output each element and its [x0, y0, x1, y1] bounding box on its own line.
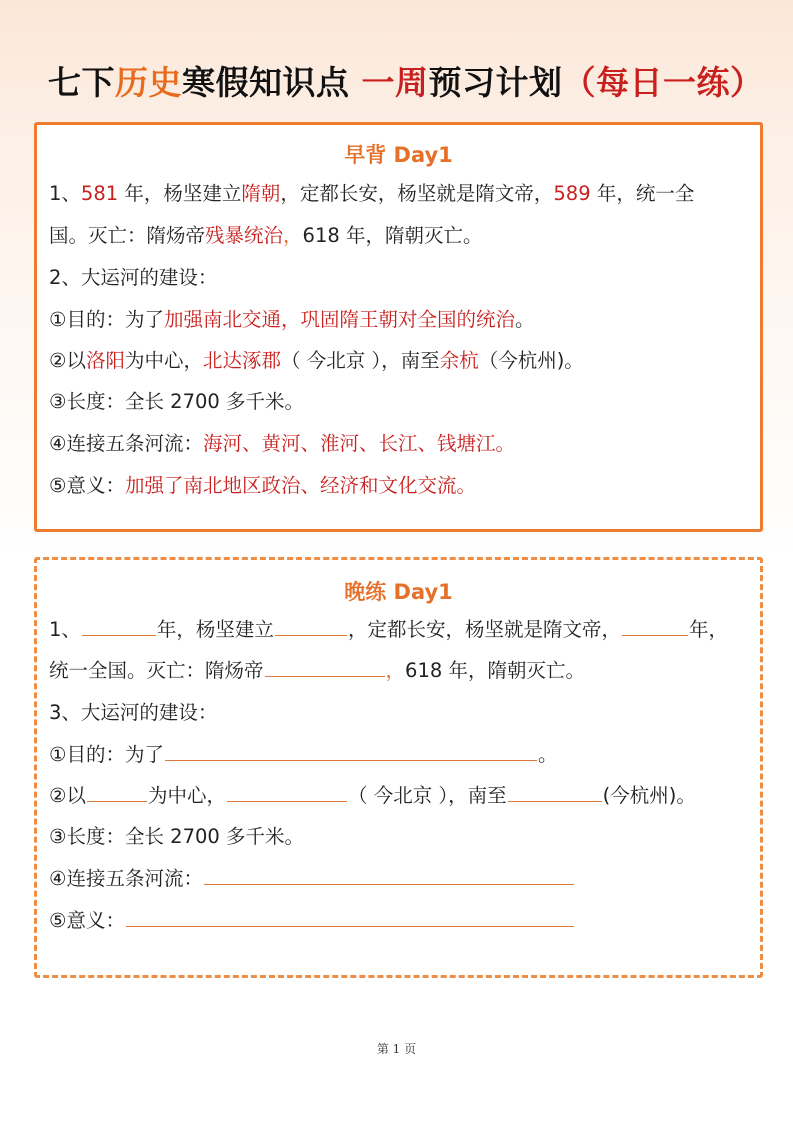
evening-line-1: 1、 年，杨坚建立 ，定都长安，杨坚就是隋文帝， 年，: [49, 615, 750, 645]
morning-line-2: 国。灭亡：隋炀帝残暴统治，618 年，隋朝灭亡。: [49, 224, 483, 247]
morning-line-3: 2、大运河的建设：: [49, 266, 218, 289]
blank-significance[interactable]: [126, 906, 574, 927]
title-part-6: （每日一练）: [562, 63, 764, 102]
morning-line-5: ②以洛阳为中心，北达涿郡（ 今北京 ），南至余杭（今杭州)。: [49, 349, 584, 372]
blank-purpose[interactable]: [165, 740, 537, 761]
title-part-3: 寒假知识点: [182, 63, 350, 102]
page-title: [48, 58, 764, 108]
blank-dynasty[interactable]: [275, 615, 347, 636]
evening-line-7: ④连接五条河流：: [49, 864, 750, 894]
morning-box-title: 早背 Day1: [344, 143, 453, 167]
blank-north[interactable]: [227, 781, 347, 802]
evening-line-4: ①目的：为了 。: [49, 740, 750, 770]
blank-year-2[interactable]: [622, 615, 688, 636]
blank-year-1[interactable]: [82, 615, 156, 636]
title-part-4: 一周: [361, 63, 429, 102]
title-part-5: 预习计划: [428, 63, 563, 102]
page-number: 第 1 页: [376, 1042, 417, 1056]
morning-line-1: 1、581 年，杨坚建立隋朝，定都长安，杨坚就是隋文帝，589 年，统一全: [49, 182, 695, 205]
evening-line-8: ⑤意义：: [49, 906, 750, 936]
evening-practice-box: [34, 557, 763, 978]
morning-line-6: ③长度：全长 2700 多千米。: [49, 390, 305, 413]
blank-rule[interactable]: [265, 656, 385, 677]
evening-line-3: 3、大运河的建设：: [49, 701, 218, 724]
morning-line-7: ④连接五条河流：海河、黄河、淮河、长江、钱塘江。: [49, 432, 515, 455]
title-part-1: 七下: [48, 63, 115, 102]
evening-box-title: 晚练 Day1: [344, 580, 453, 604]
blank-center[interactable]: [87, 781, 147, 802]
morning-review-box: [34, 122, 763, 532]
evening-line-6: ③长度：全长 2700 多千米。: [49, 825, 305, 848]
evening-line-5: ②以 为中心， （ 今北京 ），南至 (今杭州)。: [49, 781, 750, 811]
title-part-2: 历史: [115, 63, 182, 102]
morning-line-4: ①目的：为了加强南北交通，巩固隋王朝对全国的统治。: [49, 308, 535, 331]
blank-rivers[interactable]: [204, 864, 574, 885]
blank-south[interactable]: [508, 781, 602, 802]
evening-line-2: 统一全国。灭亡：隋炀帝 ，618 年，隋朝灭亡。: [49, 656, 750, 686]
morning-line-8: ⑤意义：加强了南北地区政治、经济和文化交流。: [49, 474, 476, 497]
